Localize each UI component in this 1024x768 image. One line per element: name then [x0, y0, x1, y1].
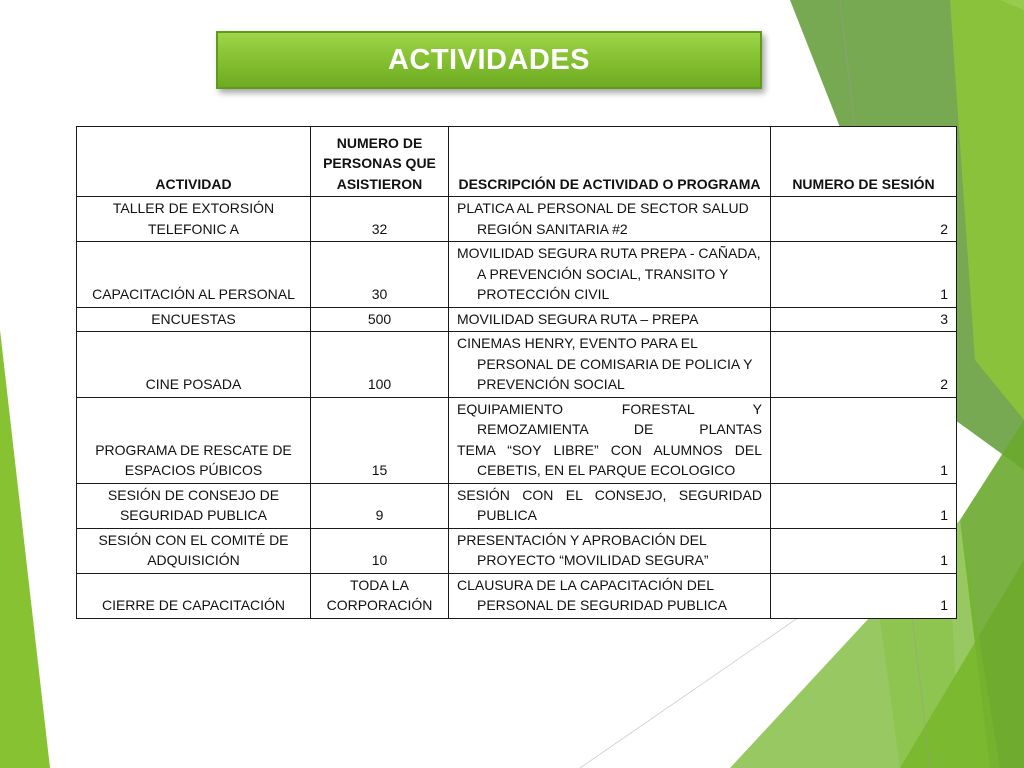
cell-descripcion [449, 397, 771, 483]
cell-actividad: SESIÓN CON EL COMITÉ DE ADQUISICIÓN [77, 528, 311, 573]
cell-actividad: PROGRAMA DE RESCATE DE ESPACIOS PÚBICOS [77, 397, 311, 483]
cell-personas: 9 [311, 483, 449, 528]
cell-actividad: CINE POSADA [77, 332, 311, 398]
cell-descripcion [449, 307, 771, 332]
cell-descripcion [449, 483, 771, 528]
activities-table [76, 126, 957, 619]
header-actividad: ACTIVIDAD [77, 127, 311, 197]
cell-personas: 30 [311, 242, 449, 308]
description-text: SESIÓN CON EL CONSEJO, SEGURIDAD PUBLICA [457, 486, 762, 523]
table-row [77, 573, 957, 618]
cell-descripcion [449, 332, 771, 398]
cell-sesion: 1 [771, 528, 957, 573]
description-text: CINEMAS HENRY, EVENTO PARA EL PERSONAL DE COMISARIA DE POLICIA Y PREVENCIÓN SOCIAL [457, 335, 753, 392]
left-green-sliver [0, 330, 50, 768]
cell-sesion: 1 [771, 483, 957, 528]
table-header-row [77, 127, 957, 197]
table-row [77, 242, 957, 308]
description-text: EQUIPAMIENTO FORESTAL Y REMOZAMIENTA DE PLANTAS [457, 400, 762, 437]
cell-descripcion [449, 528, 771, 573]
cell-personas: 100 [311, 332, 449, 398]
cell-sesion: 2 [771, 197, 957, 242]
cell-descripcion [449, 242, 771, 308]
cell-actividad: CAPACITACIÓN AL PERSONAL [77, 242, 311, 308]
cell-personas: 10 [311, 528, 449, 573]
cell-sesion: 1 [771, 573, 957, 618]
cell-actividad: TALLER DE EXTORSIÓN TELEFONIC A [77, 197, 311, 242]
cell-personas: 500 [311, 307, 449, 332]
cell-sesion: 1 [771, 242, 957, 308]
table-row [77, 528, 957, 573]
description-text: CLAUSURA DE LA CAPACITACIÓN DEL PERSONAL DE SEGURIDAD PUBLICA [457, 576, 727, 613]
description-text: MOVILIDAD SEGURA RUTA PREPA - CAÑADA, A PREVENCIÓN SOCIAL, TRANSITO Y PROTECCIÓN CIVIL [457, 245, 761, 302]
cell-sesion: 2 [771, 332, 957, 398]
cell-sesion: 1 [771, 397, 957, 483]
header-descripcion: DESCRIPCIÓN DE ACTIVIDAD O PROGRAMA [449, 127, 771, 197]
table-row [77, 483, 957, 528]
cell-actividad: CIERRE DE CAPACITACIÓN [77, 573, 311, 618]
table-row [77, 307, 957, 332]
table-row [77, 332, 957, 398]
description-text: PLATICA AL PERSONAL DE SECTOR SALUD REGIÓN SANITARIA #2 [457, 200, 749, 237]
header-personas: NUMERO DE PERSONAS QUE ASISTIERON [311, 127, 449, 197]
description-text: MOVILIDAD SEGURA RUTA – PREPA [457, 310, 699, 327]
cell-descripcion [449, 197, 771, 242]
table-row [77, 197, 957, 242]
cell-personas: 15 [311, 397, 449, 483]
description-text: TEMA “SOY LIBRE” CON ALUMNOS DEL CEBETIS, EN EL PARQUE ECOLOGICO [457, 441, 762, 478]
cell-actividad: SESIÓN DE CONSEJO DE SEGURIDAD PUBLICA [77, 483, 311, 528]
cell-actividad: ENCUESTAS [77, 307, 311, 332]
cell-personas: 32 [311, 197, 449, 242]
title-banner [216, 31, 762, 89]
cell-personas: TODA LA CORPORACIÓN [311, 573, 449, 618]
cell-sesion: 3 [771, 307, 957, 332]
cell-descripcion [449, 573, 771, 618]
page-title: ACTIVIDADES [387, 43, 591, 76]
table-row [77, 397, 957, 483]
description-text: PRESENTACIÓN Y APROBACIÓN DEL PROYECTO “MOVILIDAD SEGURA” [457, 531, 709, 568]
header-sesion: NUMERO DE SESIÓN [771, 127, 957, 197]
